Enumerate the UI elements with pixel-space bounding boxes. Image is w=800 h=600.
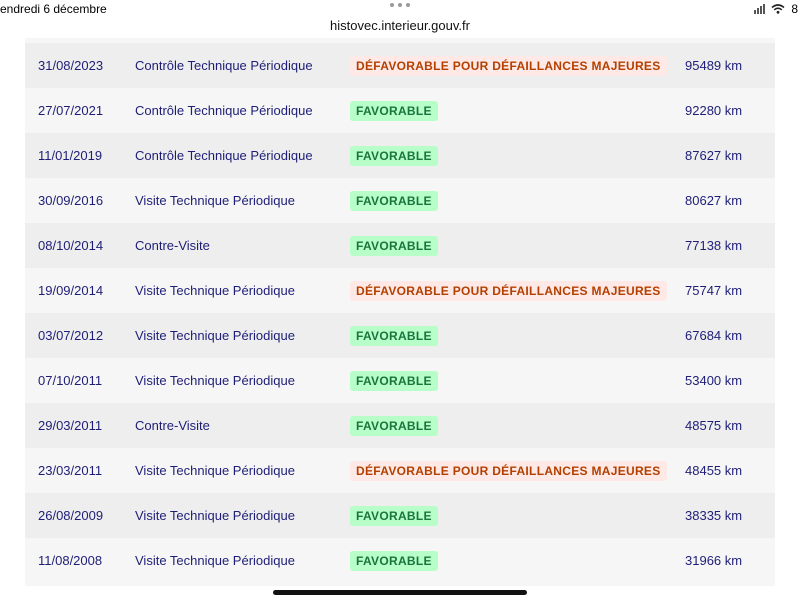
table-row [25, 88, 775, 133]
row-mileage: 67684 km [685, 328, 743, 343]
status-badge: FAVORABLE [350, 416, 438, 436]
row-date: 19/09/2014 [38, 283, 104, 298]
result-cell [350, 56, 667, 76]
status-bar [0, 0, 800, 20]
table-row [25, 133, 775, 178]
row-inspection-type: Visite Technique Périodique [135, 193, 295, 208]
table-row [25, 493, 775, 538]
row-date: 30/09/2016 [38, 193, 104, 208]
row-date: 03/07/2012 [38, 328, 104, 343]
result-cell [350, 101, 438, 121]
row-mileage: 38335 km [685, 508, 743, 523]
result-cell [350, 461, 667, 481]
row-mileage: 75747 km [685, 283, 743, 298]
status-badge: FAVORABLE [350, 101, 438, 121]
status-badge: FAVORABLE [350, 371, 438, 391]
table-row [25, 448, 775, 493]
result-cell [350, 326, 438, 346]
row-mileage: 48455 km [685, 463, 743, 478]
row-mileage: 77138 km [685, 238, 743, 253]
result-cell [350, 551, 438, 571]
row-date: 27/07/2021 [38, 103, 104, 118]
row-date: 11/08/2008 [38, 553, 103, 568]
status-badge: FAVORABLE [350, 326, 438, 346]
result-cell [350, 191, 438, 211]
row-mileage: 48575 km [685, 418, 743, 433]
address-bar[interactable]: histovec.interieur.gouv.fr [330, 18, 470, 33]
row-mileage: 31966 km [685, 553, 743, 568]
row-mileage: 87627 km [685, 148, 743, 163]
table-row [25, 538, 775, 583]
row-date: 26/08/2009 [38, 508, 104, 523]
result-cell [350, 371, 438, 391]
row-inspection-type: Contrôle Technique Périodique [135, 148, 313, 163]
wifi-icon [771, 4, 785, 14]
row-mileage: 92280 km [685, 103, 743, 118]
result-cell [350, 416, 438, 436]
row-inspection-type: Contrôle Technique Périodique [135, 58, 313, 73]
row-inspection-type: Contrôle Technique Périodique [135, 103, 313, 118]
home-indicator[interactable] [273, 590, 527, 595]
row-inspection-type: Visite Technique Périodique [135, 508, 295, 523]
result-cell [350, 281, 667, 301]
result-cell [350, 146, 438, 166]
row-date: 31/08/2023 [38, 58, 104, 73]
row-inspection-type: Visite Technique Périodique [135, 328, 295, 343]
row-inspection-type: Visite Technique Périodique [135, 463, 295, 478]
status-indicators [754, 2, 800, 16]
status-badge: FAVORABLE [350, 551, 438, 571]
table-row [25, 313, 775, 358]
row-inspection-type: Visite Technique Périodique [135, 553, 295, 568]
row-date: 23/03/2011 [38, 463, 103, 478]
status-badge: FAVORABLE [350, 506, 438, 526]
status-badge: DÉFAVORABLE POUR DÉFAILLANCES MAJEURES [350, 56, 667, 76]
status-badge: DÉFAVORABLE POUR DÉFAILLANCES MAJEURES [350, 461, 667, 481]
row-inspection-type: Visite Technique Périodique [135, 283, 295, 298]
row-date: 08/10/2014 [38, 238, 104, 253]
row-mileage: 53400 km [685, 373, 743, 388]
row-mileage: 80627 km [685, 193, 743, 208]
status-badge: FAVORABLE [350, 236, 438, 256]
row-inspection-type: Contre-Visite [135, 238, 210, 253]
result-cell [350, 506, 438, 526]
table-row [25, 223, 775, 268]
status-badge: DÉFAVORABLE POUR DÉFAILLANCES MAJEURES [350, 281, 667, 301]
status-badge: FAVORABLE [350, 146, 438, 166]
row-date: 29/03/2011 [38, 418, 103, 433]
row-date: 07/10/2011 [38, 373, 103, 388]
table-row [25, 43, 775, 88]
table-row [25, 268, 775, 313]
row-date: 11/01/2019 [38, 148, 103, 163]
inspection-table [25, 43, 775, 583]
status-date: endredi 6 décembre [0, 2, 107, 16]
row-inspection-type: Visite Technique Périodique [135, 373, 295, 388]
result-cell [350, 236, 438, 256]
battery-level: 8 [791, 2, 798, 16]
row-inspection-type: Contre-Visite [135, 418, 210, 433]
table-row [25, 403, 775, 448]
table-row [25, 358, 775, 403]
tab-dots-icon[interactable] [390, 3, 410, 7]
row-mileage: 95489 km [685, 58, 743, 73]
table-row [25, 178, 775, 223]
signal-icon [754, 4, 765, 14]
status-badge: FAVORABLE [350, 191, 438, 211]
